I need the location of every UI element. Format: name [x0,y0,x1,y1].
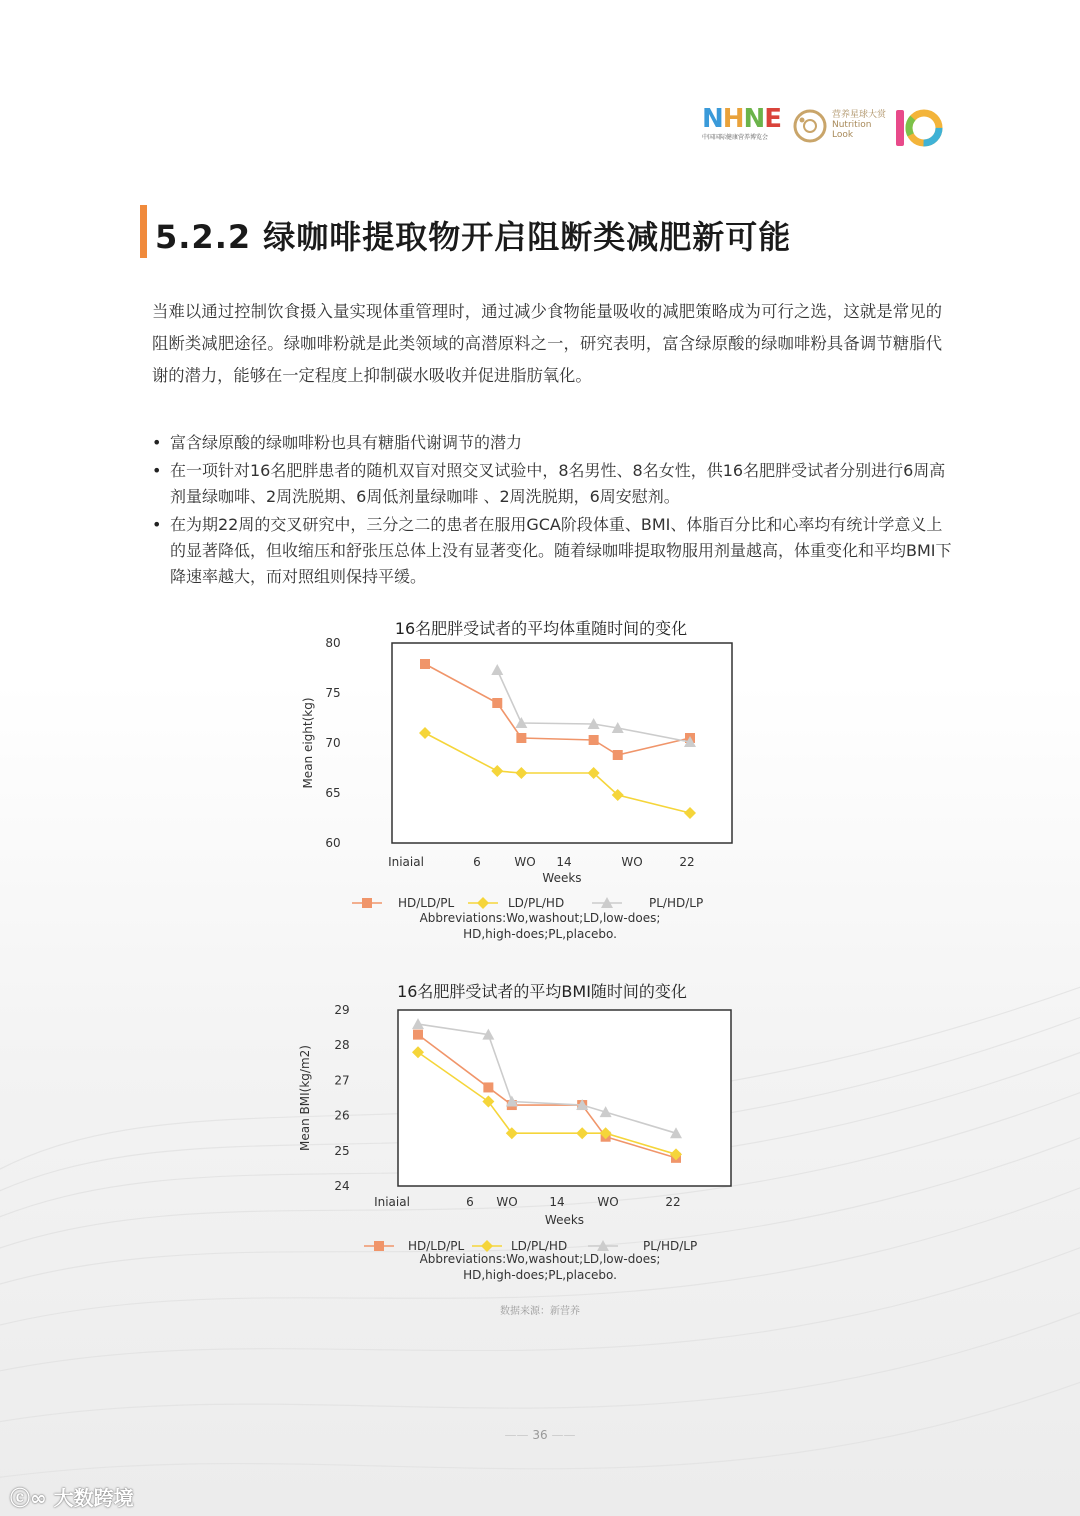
x-tick-label: 22 [679,855,695,869]
x-tick-label: Iniaial [374,1195,410,1209]
x-tick-label: WO [496,1195,518,1209]
chart-note: HD,high-does;PL,placebo. [463,1268,617,1282]
x-tick-label: Iniaial [388,855,424,869]
nhne-logo: NHNE 中国国际健康营养博览会 [702,104,782,141]
x-tick-label: 6 [466,1195,474,1209]
nl-line1: 营养星球大赏 [832,110,887,120]
y-tick-label: 24 [334,1179,350,1193]
x-axis-label: Weeks [544,1213,585,1227]
y-tick-label: 29 [334,1003,350,1017]
y-tick-label: 25 [334,1143,350,1158]
page-number: —— 36 —— [504,1428,576,1442]
legend-label: HD/LD/PL [398,896,455,910]
x-tick-label: WO [514,855,536,869]
nl-line3: Look [832,130,854,140]
data-point [483,1082,493,1092]
y-axis-label: Mean eight(kg) [301,697,315,789]
legend-marker [477,897,489,909]
x-tick-label: 6 [473,855,481,869]
x-tick-label: 14 [549,1195,565,1209]
watermark-icon: ⓒ∞ [10,1486,47,1510]
legend-label: LD/PL/HD [511,1239,568,1253]
intro-paragraph: 当难以通过控制饮食摄入量实现体重管理时，通过减少食物能量吸收的减肥策略成为可行之选，这就是常见的阻断类减肥途径。绿咖啡粉就是此类领域的高潜原料之一，研究表明，富含绿原酸的绿咖啡粉具备调节糖脂代谢的潜力，能够在一定程度上抑制碳水吸收并促进脂肪氧化。 [152,302,942,385]
data-point [516,733,526,743]
data-point [420,659,430,669]
y-tick-label: 75 [325,686,341,700]
plot-frame [398,1010,731,1186]
bullet-item: • 在一项针对16名肥胖患者的随机双盲对照交叉试验中，8名男性、8名女性，供16名肥胖受试者分别进行6周高剂量绿咖啡、2周洗脱期、6周低剂量绿咖啡 、2周洗脱期，6周安慰剂。 [152,458,952,510]
y-tick-label: 26 [334,1108,350,1123]
chart-title: 16名肥胖受试者的平均体重随时间的变化 [394,619,688,638]
data-point [589,735,599,745]
y-axis-label: Mean BMI(kg/m2) [298,1045,312,1151]
section-title: 5.2.2 绿咖啡提取物开启阻断类减肥新可能 [155,218,792,256]
y-tick-label: 28 [334,1038,350,1053]
bullet-item: • 在为期22周的交叉研究中，三分之二的患者在服用GCA阶段体重、BMI、体脂百分比和心率均有统计学意义上的显著降低，但收缩压和舒张压总体上没有显著变化。随着绿咖啡提取物服用剂量越高，体重变化和平均BMI下降速率越大，而对照组则保持平缓。 [152,512,952,590]
legend-label: HD/LD/PL [408,1239,465,1253]
x-tick-label: 14 [556,855,572,869]
y-tick-label: 60 [325,836,341,850]
nl-line2: Nutrition [832,120,872,130]
page-number-value: 36 [532,1428,548,1442]
data-point [613,750,623,760]
data-source: 数据来源：新营养 [500,1306,580,1317]
data-point [413,1030,423,1040]
data-point [492,698,502,708]
y-tick-label: 65 [325,786,341,800]
x-tick-label: 22 [665,1195,681,1209]
y-tick-label: 80 [325,636,341,650]
watermark [10,1482,134,1511]
x-tick-label: WO [597,1195,619,1209]
bullet-item: • 富含绿原酸的绿咖啡粉也具有糖脂代谢调节的潜力 [152,430,952,456]
chart-note: Abbreviations:Wo,washout;LD,low-does; [419,1252,661,1266]
y-tick-label: 70 [325,736,341,750]
y-tick-label: 27 [334,1073,350,1088]
x-axis-label: Weeks [542,871,582,885]
legend-label: PL/HD/LP [649,896,704,910]
nhne-subtitle: 中国国际健康营养博览会 [702,134,769,141]
watermark-text: 大数跨境 [53,1486,134,1510]
legend-marker [481,1240,493,1252]
x-tick-label: WO [621,855,643,869]
legend-marker [374,1241,384,1251]
chart-title: 16名肥胖受试者的平均BMI随时间的变化 [397,982,687,1001]
chart-note: Abbreviations:Wo,washout;LD,low-does; [419,911,661,925]
legend-label: LD/PL/HD [508,896,565,910]
chart-note: HD,high-does;PL,placebo. [463,927,617,941]
legend-label: PL/HD/LP [643,1239,698,1253]
legend-marker [362,898,372,908]
